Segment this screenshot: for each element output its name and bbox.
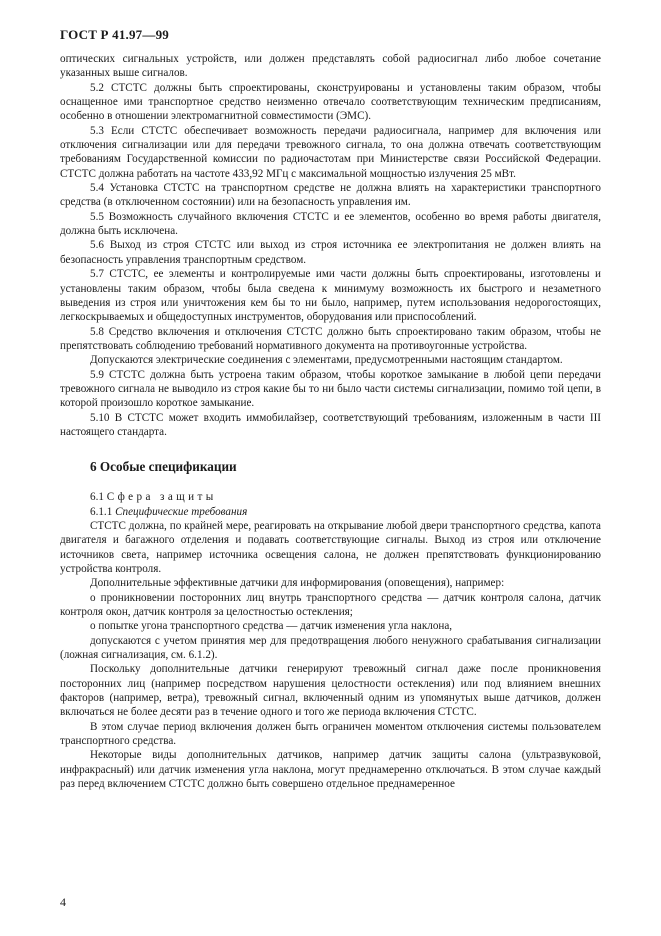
paragraph: Допускаются электрические соединения с элементами, предусмотренными настоящим стандартом.: [90, 354, 563, 367]
clause-5-8: 5.8 Средство включения и отключения СТСТС должно быть спроектировано таким образом, чтобы не препятствовать соблюдению требований нормативного документа на противоугонные устройства.: [60, 325, 601, 352]
clause-5-4: 5.4 Установка СТСТС на транспортном средстве не должна влиять на характеристики транспортного средства (в отключенном состоянии) или на безопасность управления им.: [60, 182, 601, 209]
document-body: [60, 52, 601, 792]
clause-5-9: 5.9 СТСТС должна быть устроена таким образом, чтобы короткое замыкание в любой цепи передачи тревожного сигнала не выводило из строя какие бы то ни было части системы сигнализации, помимо той цепи, в которой произошло короткое замыкание.: [60, 368, 601, 410]
clause-5-5: 5.5 Возможность случайного включения СТСТС и ее элементов, особенно во время работы двигателя, должна быть исключена.: [60, 210, 601, 238]
paragraph: В этом случае период включения должен быть ограничен моментом отключения системы пользователем транспортного средства.: [60, 720, 601, 748]
paragraph: СТСТС должна, по крайней мере, реагировать на открывание любой двери транспортного средства, капота двигателя и багажного отделения и подавать соответствующие сигналы. Выход из строя или отключение источников света, например источника освещения салона, не должен препятствовать функционированию устройства контроля.: [60, 519, 601, 575]
clause-5-7: 5.7 СТСТС, ее элементы и контролируемые ими части должны быть спроектированы, изготовлены и установлены таким образом, чтобы была сведена к минимуму возможность их быстрого и незаметного выведения из строя или уничтожения кем бы то ни было, например, путем использования недорогостоящих, легкоскрываемых и общедоступных инструментов, оборудования или приспособлений.: [60, 268, 601, 324]
paragraph: Поскольку дополнительные датчики генерируют тревожный сигнал даже после проникновения посторонних лиц (например посредством нарушения целостности остекления) или под влиянием внешних факторов (например, ветра), тревожный сигнал, включенный одним из упомянутых выше датчиков, должен включаться не более десяти раз в течение одного и того же периода включения СТСТС.: [60, 663, 601, 719]
clause-5-10: 5.10 В СТСТС может входить иммобилайзер, соответствующий требованиям, изложенным в части III настоящего стандарта.: [60, 411, 601, 438]
subsection-title: Сфера защиты: [106, 491, 217, 504]
subsection-6-1-1-title: [60, 505, 601, 519]
page-number: 4: [60, 895, 66, 909]
paragraph: о проникновении посторонних лиц внутрь транспортного средства — датчик контроля салона, датчик контроля окон, датчик контроля за целостностью остекления;: [60, 591, 601, 619]
paragraph: допускаются с учетом принятия мер для предотвращения любого ненужного срабатывания сигнализации (ложная сигнализация, см. 6.1.2).: [60, 634, 601, 662]
section-heading: 6 Особые спецификации: [90, 459, 237, 475]
paragraph: о попытке угона транспортного средства — датчик изменения угла наклона,: [90, 620, 453, 633]
subsection-number: 6.1.1: [90, 505, 113, 518]
paragraph: Дополнительные эффективные датчики для информирования (оповещения), например:: [90, 577, 505, 590]
clause-5-3: 5.3 Если СТСТС обеспечивает возможность передачи радиосигнала, например для включения или отключения сигнализации или для передачи тревожного сигнала, то она должна отвечать соответствующим требованиям Государственной комиссии по радиочастотам при Министерстве связи Российской Федерации. СТСТС должна работать на частоте 433,92 МГц с максимальной мощностью излучения 25 мВт.: [60, 124, 601, 180]
subsection-6-1-title: [60, 490, 601, 504]
subsection-title: Специфические требования: [115, 505, 248, 518]
subsection-number: 6.1: [90, 491, 104, 504]
document-header: ГОСТ Р 41.97—99: [60, 27, 169, 42]
paragraph: Некоторые виды дополнительных датчиков, например датчик защиты салона (ультразвуковой, инфракрасный) или датчик изменения угла наклона, могут преднамеренно отключаться. В этом случае каждый раз перед включением СТСТС должно быть совершено отдельное преднамеренное: [60, 749, 601, 791]
clause-5-6: 5.6 Выход из строя СТСТС или выход из строя источника ее электропитания не должен влиять на безопасность управления транспортным средством.: [60, 239, 601, 266]
paragraph: оптических сигнальных устройств, или должен представлять собой радиосигнал либо любое сочетание указанных выше сигналов.: [60, 53, 601, 80]
clause-5-2: 5.2 СТСТС должны быть спроектированы, сконструированы и установлены таким образом, чтобы оснащенное ими транспортное средство неизменно отвечало соответствующим техническим предписаниям, особенно в отношении электромагнитной совместимости (ЭМС).: [60, 81, 601, 123]
